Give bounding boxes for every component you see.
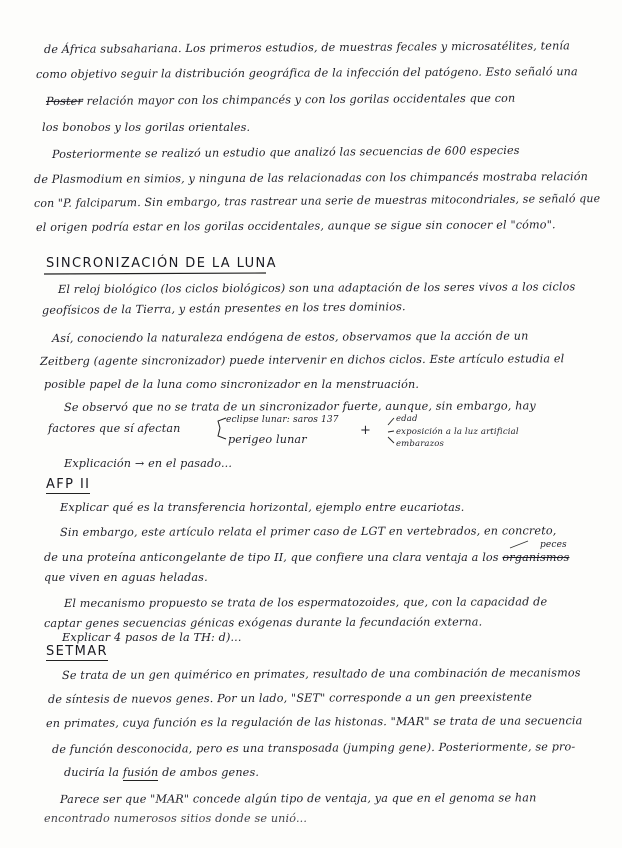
text-line: el origen podría estar en los gorilas occidentales, aunque se sigue sin conocer el "cómo". (35, 218, 556, 234)
branch-arrow-up (388, 418, 394, 425)
text-line (64, 766, 259, 779)
text-line: los bonobos y los gorilas orientales. (42, 121, 251, 134)
text-line: El reloj biológico (los ciclos biológicos) son una adaptación de los seres vivos a los ciclos (57, 280, 576, 296)
text-fragment: de una proteína anticongelante de tipo II, que confiere una clara ventaja a los (44, 551, 499, 564)
section-heading: SETMAR (46, 644, 108, 659)
branch-bracket-up (218, 418, 226, 428)
text-line: factores que sí afectan (48, 422, 181, 435)
text-line: Se observó que no se trata de un sincronizador fuerte, aunque, sin embargo, hay (63, 399, 536, 414)
heading-underline (44, 273, 266, 274)
text-line: Sin embargo, este artículo relata el primer caso de LGT en vertebrados, en concreto, (59, 524, 557, 539)
text-line: de África subsahariana. Los primeros estudios, de muestras fecales y microsatélites, tenía (43, 39, 571, 56)
text-line: Posteriormente se realizó un estudio que analizó las secuencias de 600 especies (51, 143, 520, 161)
text-line: Explicación → en el pasado... (64, 457, 233, 470)
branch-item: edad (396, 414, 418, 424)
text-line: Así, conociendo la naturaleza endógena de estos, observamos que la acción de un (51, 329, 529, 345)
text-line: encontrado numerosos sitios donde se unió... (44, 812, 308, 825)
underlined-word: fusión (122, 766, 159, 779)
branch-bracket-down (218, 428, 226, 439)
text-line: geofísicos de la Tierra, y están presentes en los tres dominios. (41, 300, 406, 317)
branch-arrow-down (388, 437, 394, 443)
text-fragment: duciría la (64, 766, 120, 779)
text-line: El mecanismo propuesto se trata de los espermatozoides, que, con la capacidad de (63, 595, 548, 610)
branch-item: eclipse lunar: saros 137 (226, 415, 339, 425)
text-line: de Plasmodium en simios, y ninguna de las relacionadas con los chimpancés mostraba relación (33, 170, 589, 186)
text-line: Se trata de un gen quimérico en primates, resultado de una combinación de mecanismos (61, 666, 581, 682)
text-line: como objetivo seguir la distribución geográfica de la infección del patógeno. Esto señaló una (35, 65, 578, 81)
text-line: con "P. falciparum. Sin embargo, tras rastrear una serie de muestras mitocondriales, se señaló que (33, 192, 601, 210)
branch-item: perigeo lunar (228, 433, 307, 446)
text-line: Parece ser que "MAR" concede algún tipo de ventaja, ya que en el genoma se han (59, 791, 537, 806)
struck-word: Poster (45, 94, 83, 108)
section-heading: SINCRONIZACIÓN DE LA LUNA (46, 256, 277, 271)
section-heading: AFP II (46, 477, 91, 492)
text-line: captar genes secuencias génicas exógenas durante la fecundación externa. (43, 615, 483, 630)
text-line (46, 92, 515, 108)
text-line: en primates, cuya función es la regulación de las histonas. "MAR" se trata de una secuencia (45, 714, 583, 730)
insertion-caret (510, 541, 528, 548)
branch-item: exposición a la luz artificial (396, 427, 519, 437)
text-line (44, 551, 569, 564)
text-line: Explicar qué es la transferencia horizontal, ejemplo entre eucariotas. (60, 501, 465, 514)
branch-item: embarazos (396, 439, 445, 449)
text-fragment: relación mayor con los chimpancés y con los gorilas occidentales que con (86, 91, 516, 108)
text-line: de función desconocida, pero es una transposada (jumping gene). Posteriormente, se pro- (51, 740, 576, 756)
struck-word: organismos (502, 551, 570, 564)
text-fragment: de ambos genes. (162, 766, 260, 779)
text-line: de síntesis de nuevos genes. Por un lado, "SET" corresponde a un gen preexistente (47, 690, 533, 706)
plus-sign: + (360, 423, 372, 438)
text-line: Explicar 4 pasos de la TH: d)... (62, 631, 242, 644)
inserted-word: peces (540, 540, 567, 550)
branch-arrow-mid (388, 431, 394, 432)
text-line: posible papel de la luna como sincronizador en la menstruación. (44, 378, 420, 391)
text-line: que viven en aguas heladas. (44, 571, 208, 584)
text-line: Zeitberg (agente sincronizador) puede intervenir en dichos ciclos. Este artículo estudia el (39, 352, 565, 368)
